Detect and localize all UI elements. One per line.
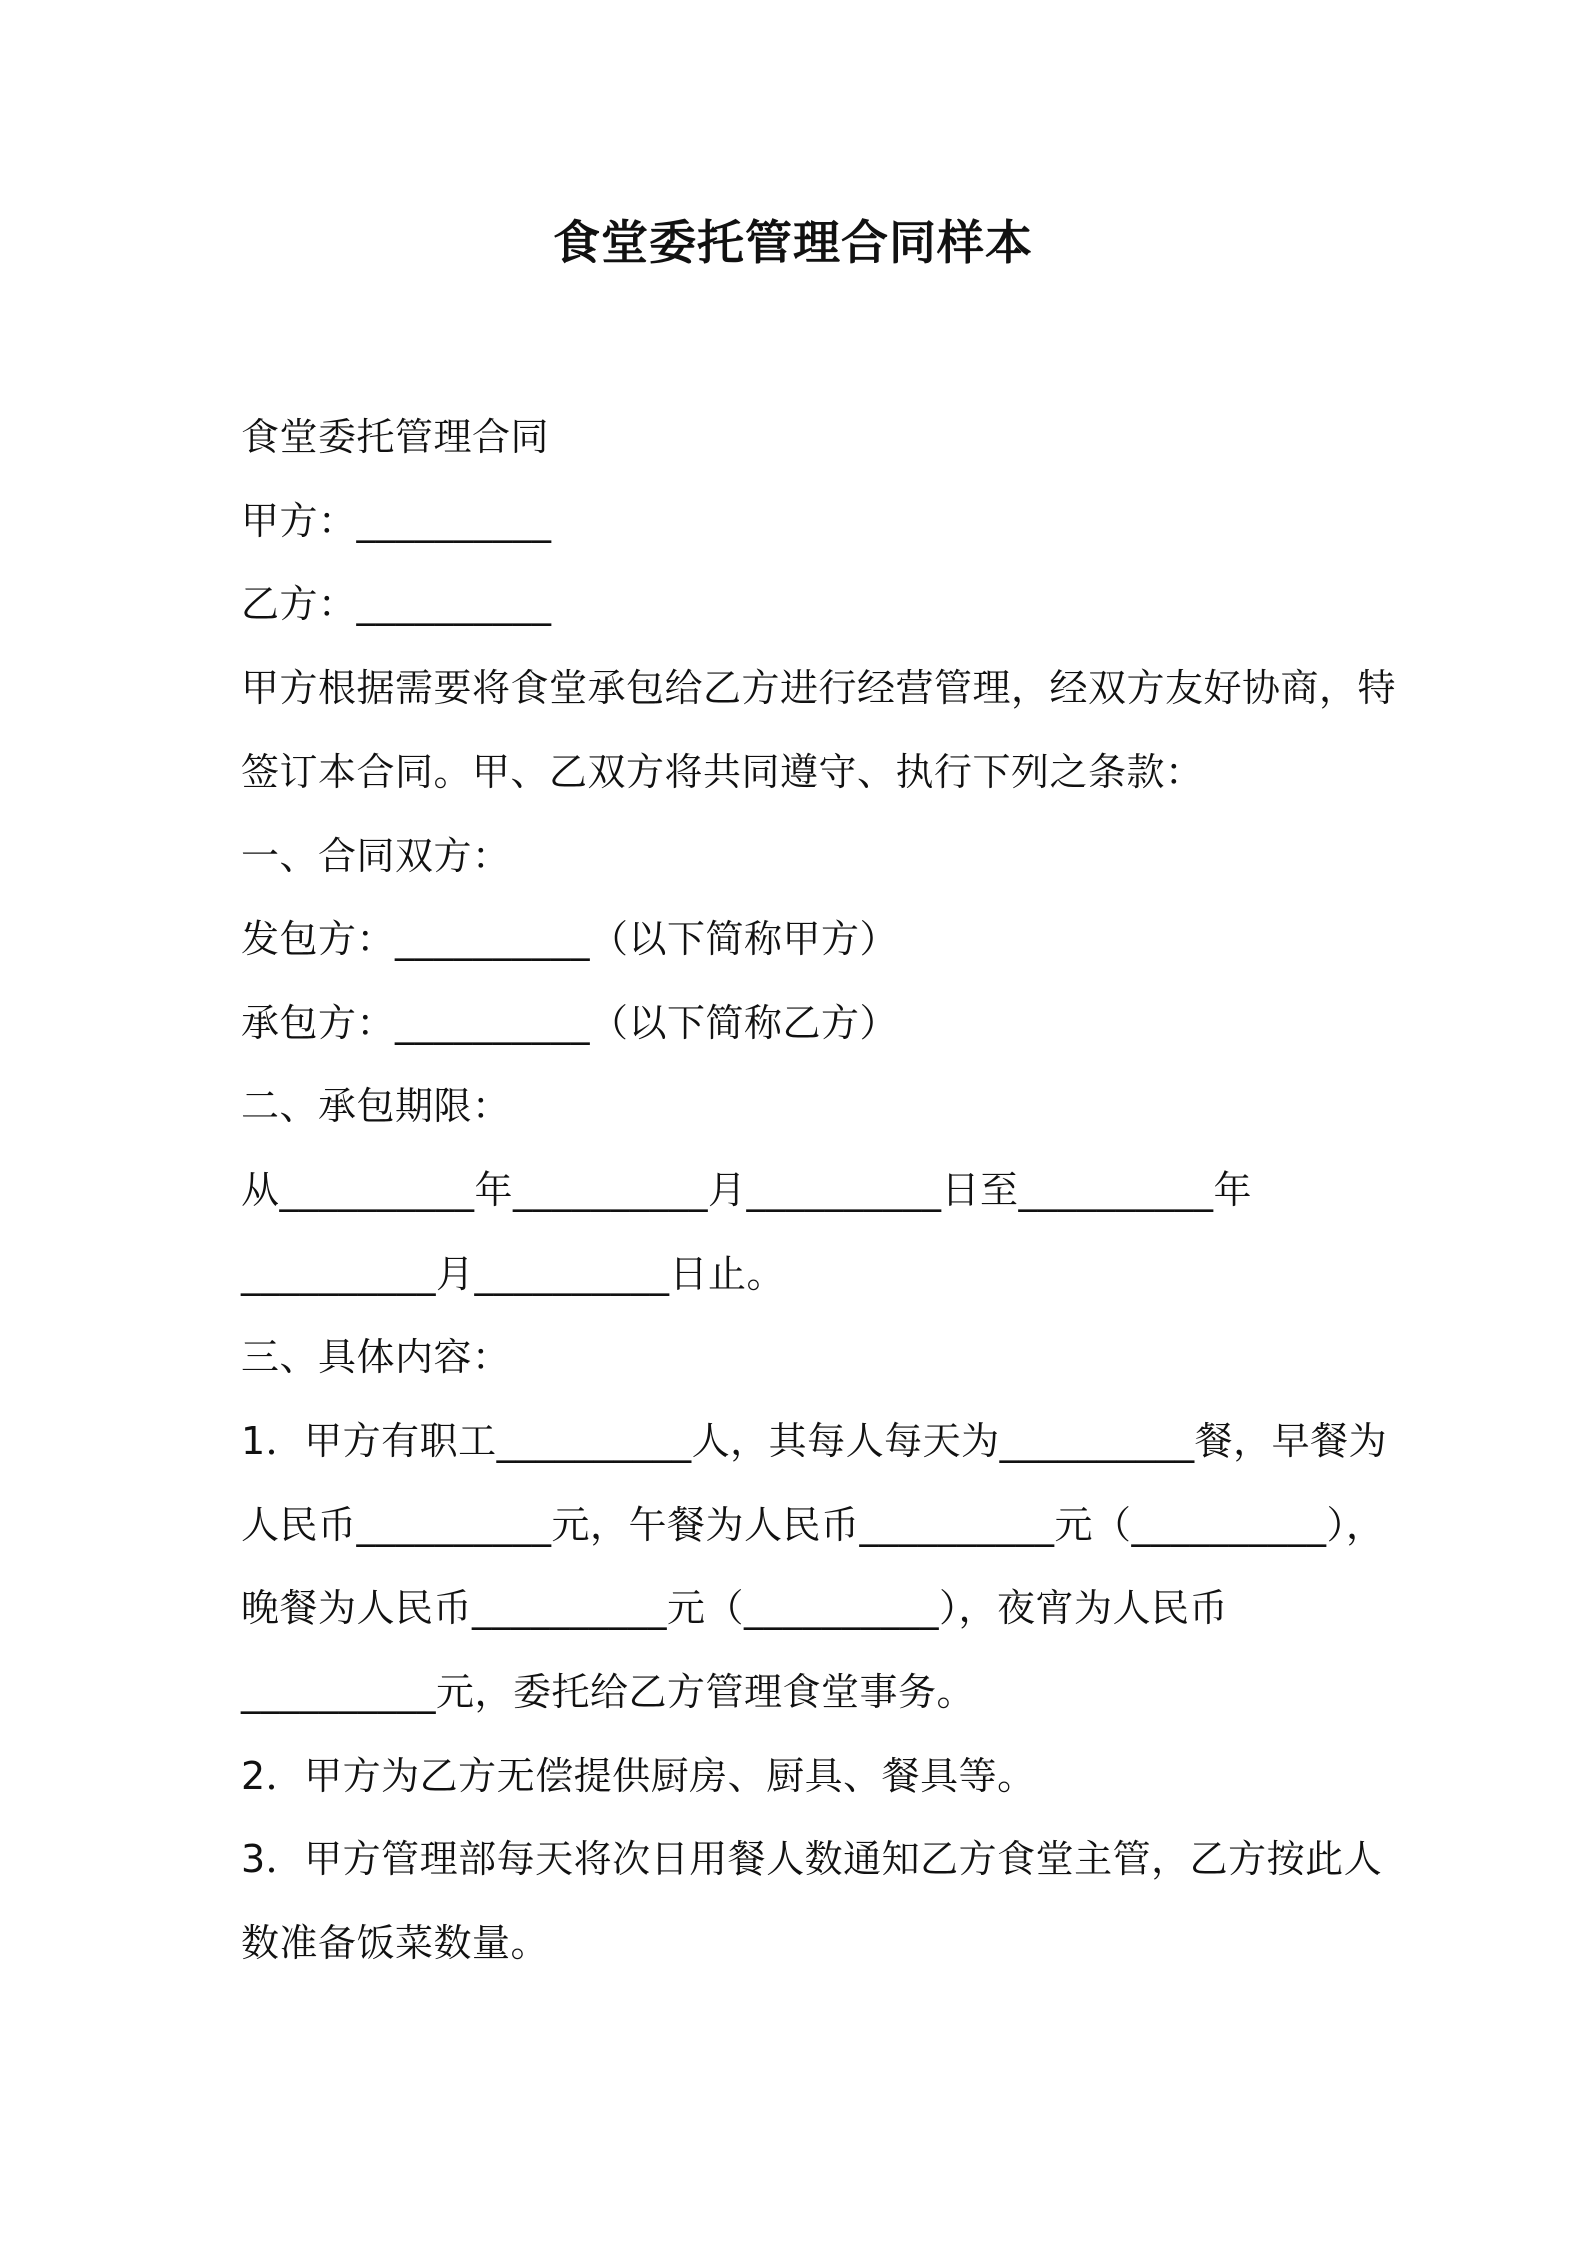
clause-line: 晚餐为人民币__________元（__________），夜宵为人民币 (241, 1586, 1229, 1630)
contract-heading: 食堂委托管理合同 (241, 415, 550, 459)
contractee-line: 承包方：__________（以下简称乙方） (241, 1001, 899, 1045)
section-heading: 二、承包期限： (241, 1084, 511, 1128)
clause-line: __________元，委托给乙方管理食堂事务。 (241, 1670, 976, 1714)
intro-paragraph-line: 甲方根据需要将食堂承包给乙方进行经营管理，经双方友好协商，特 (241, 666, 1397, 710)
intro-paragraph-line: 签订本合同。甲、乙双方将共同遵守、执行下列之条款： (241, 750, 1204, 794)
term-line: __________月__________日止。 (241, 1252, 786, 1296)
contractor-line: 发包方：__________（以下简称甲方） (241, 917, 899, 961)
party-b-line: 乙方：__________ (241, 582, 552, 626)
section-heading: 三、具体内容： (241, 1335, 511, 1379)
clause-line: 人民币__________元，午餐为人民币__________元（__________）， (241, 1503, 1385, 1547)
clause-line: 2．甲方为乙方无偿提供厨房、厨具、餐具等。 (241, 1754, 1036, 1798)
document-title: 食堂委托管理合同样本 (553, 216, 1033, 271)
clause-line: 数准备饭菜数量。 (241, 1921, 550, 1965)
section-heading: 一、合同双方： (241, 834, 511, 878)
term-line: 从__________年__________月__________日至__________年 (241, 1168, 1253, 1212)
clause-line: 3．甲方管理部每天将次日用餐人数通知乙方食堂主管，乙方按此人 (241, 1837, 1383, 1881)
party-a-line: 甲方：__________ (241, 499, 552, 543)
clause-line: 1．甲方有职工__________人，其每人每天为__________餐，早餐为 (241, 1419, 1388, 1463)
